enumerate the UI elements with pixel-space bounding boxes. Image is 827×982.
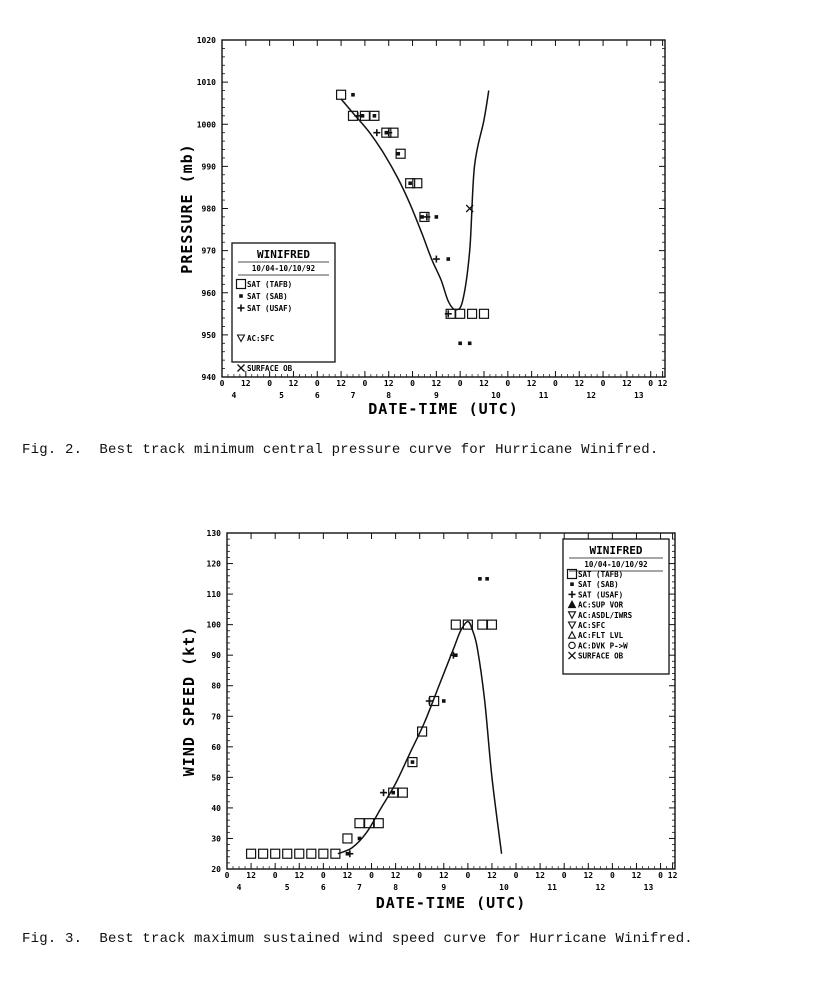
x-tick-label: 0: [465, 871, 471, 880]
legend-entry-label: AC:SUP VOR: [578, 600, 624, 610]
legend-entry: [569, 641, 628, 650]
data-point: [420, 215, 424, 219]
legend-entry-label: AC:FLT LVL: [578, 631, 624, 641]
y-tick-label: 1000: [196, 120, 216, 130]
legend-entry: [570, 580, 618, 589]
legend-symbol: [239, 294, 243, 298]
data-point: [295, 849, 304, 858]
x-tick-label: 12: [479, 379, 489, 388]
day-label: 10: [499, 883, 509, 892]
data-point: [435, 215, 439, 219]
y-axis-label: PRESSURE (mb): [178, 143, 196, 274]
y-tick-label: 970: [201, 246, 216, 256]
data-point: [396, 152, 400, 156]
y-tick-label: 120: [206, 559, 221, 569]
x-tick-label: 12: [487, 871, 497, 880]
x-tick-label: 12: [583, 871, 594, 880]
day-label: 12: [595, 883, 606, 892]
data-point: [479, 309, 488, 318]
wind-speed-chart: [180, 529, 678, 912]
x-tick-label: 12: [657, 379, 668, 388]
day-label: 13: [633, 391, 644, 400]
y-tick-label: 1010: [196, 78, 216, 88]
day-label: 9: [433, 391, 439, 400]
data-point: [346, 850, 353, 857]
x-tick-label: 12: [294, 871, 305, 880]
y-tick-label: 990: [201, 162, 216, 172]
legend-entry-label: SAT (USAF): [247, 304, 293, 313]
legend-entry-label: AC:SFC: [578, 621, 606, 630]
data-point: [358, 837, 362, 841]
data-point: [283, 849, 292, 858]
data-point: [456, 309, 465, 318]
data-point: [343, 834, 352, 843]
x-tick-label: 0: [457, 379, 463, 388]
legend-entry-label: AC:ASDL/IWRS: [578, 610, 633, 620]
data-point: [451, 620, 460, 629]
y-tick-label: 40: [211, 803, 221, 813]
series-sat-sab-: [351, 93, 471, 345]
data-point: [373, 114, 377, 118]
legend-entry-label: SURFACE OB: [578, 651, 624, 661]
data-point: [247, 849, 256, 858]
legend-entry-label: SAT (SAB): [578, 580, 619, 590]
y-tick-label: 110: [206, 590, 221, 600]
data-point: [380, 789, 387, 796]
x-tick-label: 12: [667, 871, 678, 880]
x-tick-label: 12: [438, 871, 449, 880]
pressure-chart: [178, 36, 668, 418]
x-tick-label: 12: [342, 871, 353, 880]
x-tick-label: 0: [314, 379, 320, 388]
legend-entry-label: SURFACE OB: [247, 364, 293, 373]
x-tick-label: 0: [505, 379, 511, 388]
x-tick-label: 12: [390, 871, 401, 880]
day-label: 5: [279, 391, 284, 400]
x-tick-label: 12: [574, 379, 585, 388]
day-label: 13: [643, 883, 654, 892]
x-tick-label: 0: [320, 871, 326, 880]
data-point: [450, 652, 457, 659]
data-point: [374, 819, 383, 828]
figure-2-caption: Fig. 2. Best track minimum central pressure curve for Hurricane Winifred.: [22, 442, 659, 458]
y-tick-label: 950: [201, 330, 216, 340]
day-label: 7: [350, 391, 356, 400]
legend-dates: 10/04-10/10/92: [251, 264, 316, 273]
series-sat-sab-: [346, 577, 489, 856]
data-point: [259, 849, 268, 858]
data-point: [307, 849, 316, 858]
x-tick-label: 0: [362, 379, 368, 388]
legend-entry-label: SAT (TAFB): [247, 280, 293, 289]
legend-entry: [239, 292, 287, 301]
legend: [563, 539, 669, 674]
figure-3-caption: Fig. 3. Best track maximum sustained wind speed curve for Hurricane Winifred.: [22, 931, 693, 947]
legend-entry: [569, 611, 633, 620]
x-axis-label: DATE-TIME (UTC): [375, 894, 527, 912]
y-tick-label: 1020: [196, 36, 216, 45]
series-sat-tafb-: [247, 620, 497, 858]
data-point: [478, 620, 487, 629]
best-track-curve: [341, 91, 489, 310]
day-label: 4: [236, 883, 242, 892]
data-point: [337, 90, 346, 99]
legend: [232, 243, 335, 373]
day-label: 6: [314, 391, 320, 400]
x-tick-label: 0: [267, 379, 273, 388]
data-point: [319, 849, 328, 858]
legend-entry-label: AC:DVK P->W: [578, 641, 628, 651]
x-tick-label: 0: [410, 379, 415, 388]
data-point: [373, 129, 380, 136]
x-tick-label: 0: [224, 871, 230, 880]
day-label: 9: [441, 883, 447, 892]
y-axis-label: WIND SPEED (kt): [180, 625, 198, 777]
data-point: [355, 819, 364, 828]
day-label: 12: [586, 391, 596, 400]
x-tick-label: 0: [369, 871, 374, 880]
legend-dates: 10/04-10/10/92: [584, 560, 648, 569]
day-label: 11: [538, 391, 549, 400]
y-tick-label: 100: [206, 620, 221, 630]
legend-symbol: [238, 365, 245, 372]
x-tick-label: 0: [553, 379, 558, 388]
y-tick-label: 60: [211, 742, 221, 752]
day-label: 5: [284, 883, 290, 892]
x-tick-label: 0: [513, 871, 519, 880]
x-tick-label: 12: [526, 379, 537, 388]
x-tick-label: 12: [240, 379, 251, 388]
day-label: 8: [393, 883, 399, 892]
y-tick-label: 80: [211, 681, 221, 691]
data-point: [485, 577, 489, 581]
data-point: [487, 620, 496, 629]
x-tick-label: 0: [600, 379, 606, 388]
y-tick-label: 70: [211, 712, 221, 722]
data-point: [361, 114, 365, 118]
data-point: [398, 788, 407, 797]
day-label: 10: [491, 391, 501, 400]
day-label: 6: [320, 883, 326, 892]
data-point: [408, 181, 412, 185]
x-tick-label: 12: [246, 871, 256, 880]
y-tick-label: 940: [201, 373, 216, 382]
x-tick-label: 12: [383, 379, 394, 388]
x-tick-label: 12: [622, 379, 632, 388]
data-point: [271, 849, 280, 858]
x-tick-label: 0: [417, 871, 423, 880]
y-tick-label: 960: [201, 288, 216, 298]
data-point: [446, 257, 450, 261]
day-label: 8: [386, 391, 392, 400]
x-tick-label: 0: [272, 871, 278, 880]
y-tick-label: 20: [211, 865, 221, 874]
legend-symbol: [570, 582, 574, 586]
data-point: [442, 699, 446, 703]
legend-entry-label: SAT (TAFB): [578, 570, 624, 579]
series-sat-usaf-: [354, 112, 452, 317]
legend-title: WINIFRED: [257, 248, 310, 261]
legend-title: WINIFRED: [589, 544, 643, 557]
x-tick-label: 12: [288, 379, 299, 388]
x-tick-label: 0: [561, 871, 567, 880]
x-tick-label: 0: [219, 379, 225, 388]
day-label: 7: [357, 883, 362, 892]
data-point: [391, 791, 395, 795]
day-label: 4: [231, 391, 237, 400]
legend-entry-label: SAT (USAF): [578, 590, 624, 600]
x-axis-label: DATE-TIME (UTC): [368, 400, 519, 418]
y-tick-label: 30: [211, 834, 221, 844]
x-tick-label: 12: [336, 379, 346, 388]
x-tick-label: 12: [535, 871, 545, 880]
legend-entry-label: AC:SFC: [247, 334, 275, 343]
day-label: 11: [547, 883, 557, 892]
data-point: [433, 256, 440, 263]
data-point: [351, 93, 355, 97]
y-tick-label: 980: [201, 204, 216, 214]
legend-entry-label: SAT (SAB): [247, 292, 288, 301]
x-tick-label: 0: [658, 871, 663, 880]
data-point: [411, 760, 415, 764]
x-tick-label: 12: [431, 379, 442, 388]
x-tick-label: 0: [609, 871, 615, 880]
y-tick-label: 50: [211, 773, 221, 783]
data-point: [458, 342, 462, 346]
y-tick-label: 130: [206, 529, 221, 538]
x-tick-label: 0: [648, 379, 654, 388]
data-point: [478, 577, 482, 581]
data-point: [468, 342, 472, 346]
x-tick-label: 12: [631, 871, 642, 880]
data-point: [468, 309, 477, 318]
y-tick-label: 90: [211, 651, 221, 661]
